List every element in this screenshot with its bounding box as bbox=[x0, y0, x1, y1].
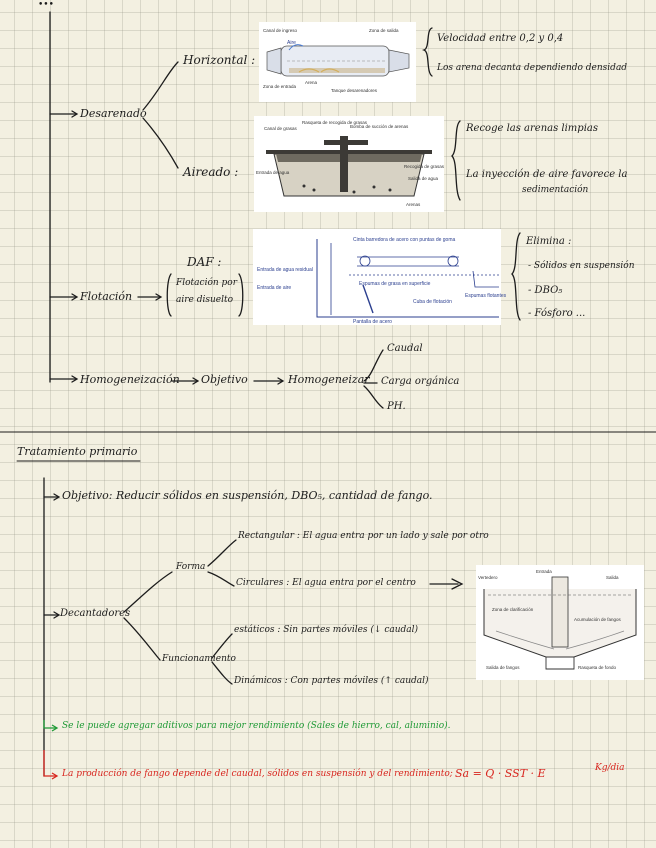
daf-desc-2: aire disuelto bbox=[176, 295, 234, 305]
fig-d-label-espumas: Espumas de grasa en superficie bbox=[359, 281, 431, 287]
note-aireado-1: Recoge las arenas limpias bbox=[466, 123, 598, 134]
elimina-item-2: - DBO₅ bbox=[528, 285, 563, 296]
node-horizontal: Horizontal : bbox=[183, 53, 256, 67]
note-horizontal-2: Los arena decanta dependiendo densidad bbox=[437, 63, 628, 73]
node-funcionamiento: Funcionamiento bbox=[162, 654, 236, 664]
elimina-item-3: - Fósforo ... bbox=[528, 308, 586, 319]
fig-a-label-entrada: Entrada de agua bbox=[256, 170, 290, 175]
fig-a-label-rasqueta: Rasqueta de recogida de grasas bbox=[302, 120, 368, 125]
note-horizontal-1: Velocidad entre 0,2 y 0,4 bbox=[437, 33, 564, 44]
decantador-rectangular: Rectangular : El agua entra por un lado y sale por otro bbox=[238, 531, 489, 541]
homog-item-carga: Carga orgánica bbox=[381, 376, 460, 387]
fig-c-label-acumulacion: Acumulación de fangos bbox=[574, 617, 621, 622]
fig-c-label-salida-fangos: Salida de fangos bbox=[486, 665, 520, 670]
daf-desc-1: Flotación por bbox=[176, 278, 238, 288]
elimina-title: Elimina : bbox=[526, 236, 572, 247]
figure-horizontal-desander bbox=[259, 22, 416, 102]
fig-c-label-vertedero: Vertedero bbox=[478, 575, 498, 580]
decantador-circular: Circulares : El agua entra por el centro bbox=[236, 578, 416, 588]
fig-a-label-canal: Canal de grasas bbox=[264, 126, 297, 131]
fig-a-label-recogida: Recogida de grasas bbox=[404, 164, 445, 169]
note-produccion-fango: La producción de fango depende del caudal, sólidos en suspensión y del rendimiento; bbox=[62, 769, 453, 779]
figure-aerated-desander bbox=[254, 116, 444, 212]
decantador-estatico: estáticos : Sin partes móviles (↓ caudal) bbox=[234, 625, 419, 635]
formula-sa: Sa = Q · SST · E bbox=[455, 767, 546, 780]
node-objetivo: Objetivo bbox=[201, 373, 248, 386]
section-title-tratamiento-primario: Tratamiento primario bbox=[17, 445, 138, 458]
figure-circular-clarifier bbox=[476, 565, 644, 680]
note-aireado-3: sedimentación bbox=[522, 185, 589, 195]
fig-c-label-clarificacion: Zona de clarificación bbox=[492, 607, 534, 612]
fig-h-label-arena: Arena bbox=[305, 80, 318, 85]
objetivo-line: Objetivo: Reducir sólidos en suspensión, DBO₅, cantidad de fango. bbox=[62, 489, 433, 502]
elimina-item-1: - Sólidos en suspensión bbox=[528, 261, 635, 271]
fig-h-label-salida: Zona de salida bbox=[369, 28, 399, 33]
fig-a-label-bomba: Bomba de succión de arenas bbox=[350, 124, 409, 129]
note-aditivos: Se le puede agregar aditivos para mejor rendimiento (Sales de hierro, cal, aluminio). bbox=[62, 721, 451, 731]
fig-h-label-canal: Canal de ingreso bbox=[263, 28, 298, 33]
node-desarenado: Desarenado bbox=[80, 107, 147, 120]
fig-c-label-salida: Salida bbox=[606, 575, 619, 580]
node-homogeneizar: Homogeneizar bbox=[288, 373, 370, 386]
node-daf: DAF : bbox=[187, 255, 222, 269]
node-decantadores: Decantadores bbox=[60, 608, 131, 619]
note-aireado-2: La inyección de aire favorece la bbox=[466, 169, 628, 180]
fig-c-label-entrada: Entrada bbox=[536, 569, 552, 574]
node-forma: Forma bbox=[176, 562, 206, 572]
fig-d-label-entrada-aire: Entrada de aire bbox=[257, 285, 292, 291]
node-flotacion: Flotación bbox=[80, 290, 133, 303]
continuation-marker: ••• bbox=[38, 0, 54, 10]
fig-h-label-aire: Aire bbox=[287, 40, 296, 46]
formula-unit: Kg/dia bbox=[595, 763, 625, 773]
decantador-dinamico: Dinámicos : Con partes móviles (↑ caudal) bbox=[234, 676, 429, 686]
fig-h-label-tanque: Tanque desarenadores bbox=[331, 88, 378, 93]
fig-a-label-salida: Salida de agua bbox=[408, 176, 439, 181]
homog-item-caudal: Caudal bbox=[387, 343, 423, 354]
node-homogeneizacion: Homogeneización bbox=[80, 373, 180, 386]
fig-d-label-espumas-flot: Espumas flotantes bbox=[465, 293, 507, 299]
node-aireado: Aireado : bbox=[183, 165, 239, 179]
fig-d-label-pantalla: Pantalla de acero bbox=[353, 319, 392, 325]
fig-d-label-cuba: Cuba de flotación bbox=[413, 299, 452, 305]
fig-d-label-cinta: Cinta barredora de acero con puntas de goma bbox=[353, 237, 456, 243]
fig-c-label-rasqueta: Rasqueta de fondo bbox=[578, 665, 617, 670]
fig-h-label-entrada: Zona de entrada bbox=[263, 84, 297, 89]
fig-d-label-entrada-agua: Entrada de agua residual bbox=[257, 267, 313, 273]
figure-daf-unit bbox=[253, 229, 507, 325]
homog-item-ph: PH. bbox=[387, 401, 406, 412]
fig-a-label-arenas: Arenas bbox=[406, 202, 421, 207]
